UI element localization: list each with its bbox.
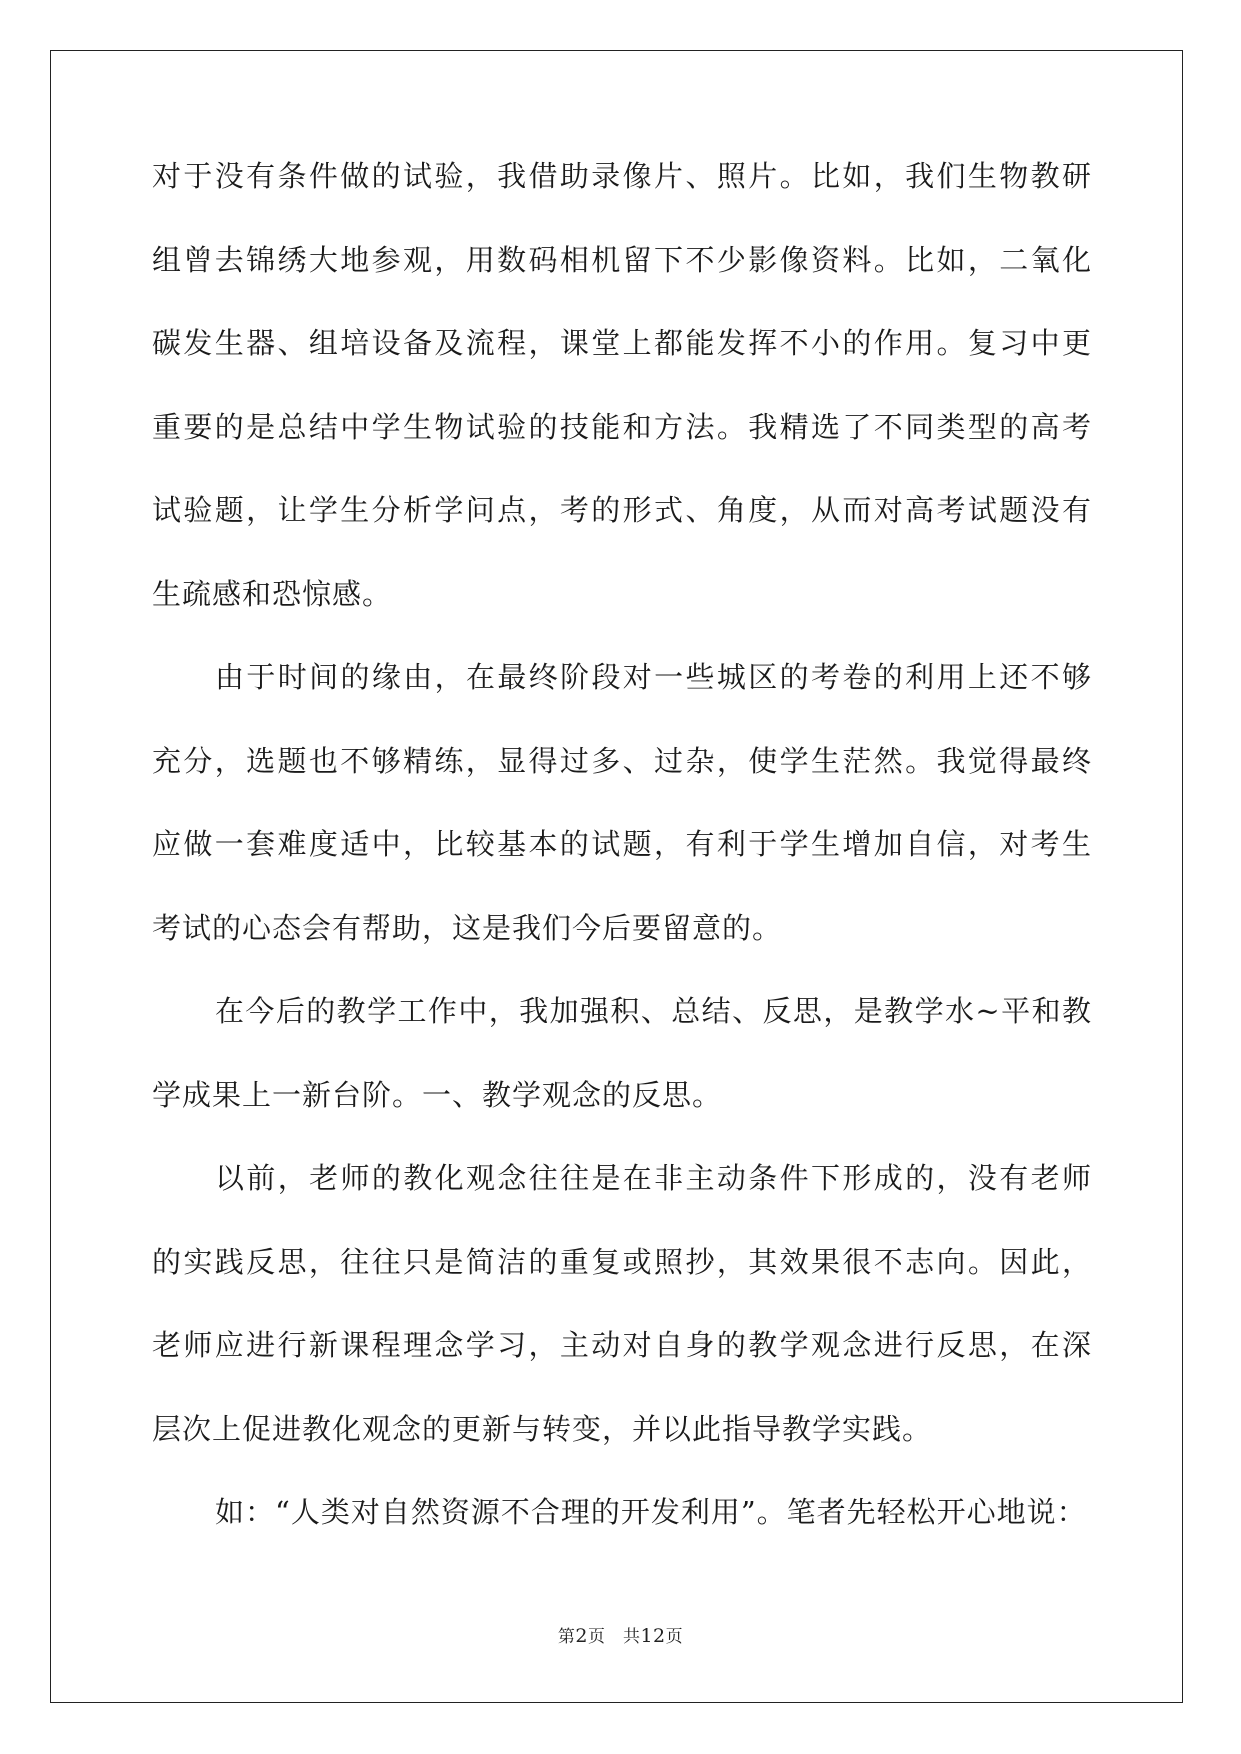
text-line: 老师应进行新课程理念学习，主动对自身的教学观念进行反思，在深 [152,1328,1092,1362]
paragraph [152,159,1092,660]
footer-total-prefix: 共 [622,1627,641,1647]
text-line: 对于没有条件做的试验，我借助录像片、照片。比如，我们生物教研 [152,159,1092,193]
footer-prefix: 第 [557,1627,576,1647]
text-line: 碳发生器、组培设备及流程，课堂上都能发挥不小的作用。复习中更 [152,326,1092,360]
text-line: 充分，选题也不够精练，显得过多、过杂，使学生茫然。我觉得最终 [152,743,1092,778]
text-line: 的实践反思，往往只是简洁的重复或照抄，其效果很不志向。因此， [152,1244,1092,1279]
page-footer [0,1622,1241,1647]
text-line: 组曾去锦绣大地参观，用数码相机留下不少影像资料。比如，二氧化 [152,242,1092,277]
text-line: 如：“人类对自然资源不合理的开发利用”。笔者先轻松开心地说： [215,1495,1087,1529]
paragraph [152,660,1092,994]
text-line: 在今后的教学工作中，我加强积、总结、反思，是教学水~平和教 [215,994,1092,1028]
text-line: 由于时间的缘由，在最终阶段对一些城区的考卷的利用上还不够 [215,660,1092,694]
footer-total-pages: 12 [640,1625,666,1647]
text-line: 以前，老师的教化观念往往是在非主动条件下形成的，没有老师 [215,1161,1092,1195]
text-line: 考试的心态会有帮助，这是我们今后要留意的。 [152,910,783,945]
text-line: 学成果上一新台阶。一、教学观念的反思。 [152,1077,723,1112]
text-line: 试验题，让学生分析学问点，考的形式、角度，从而对高考试题没有 [152,493,1092,527]
footer-total-suffix: 页 [665,1627,684,1647]
text-line: 生疏感和恐惊感。 [152,576,393,611]
paragraph [152,1161,1092,1495]
paragraph [152,994,1092,1161]
footer-page-number: 2 [575,1625,588,1647]
text-line: 重要的是总结中学生物试验的技能和方法。我精选了不同类型的高考 [152,409,1092,444]
paragraph [152,1495,1092,1579]
footer-page-suffix: 页 [587,1627,606,1647]
text-line: 层次上促进教化观念的更新与转变，并以此指导教学实践。 [152,1411,933,1446]
text-line: 应做一套难度适中，比较基本的试题，有利于学生增加自信，对考生 [152,827,1092,861]
document-body [152,159,1092,1579]
